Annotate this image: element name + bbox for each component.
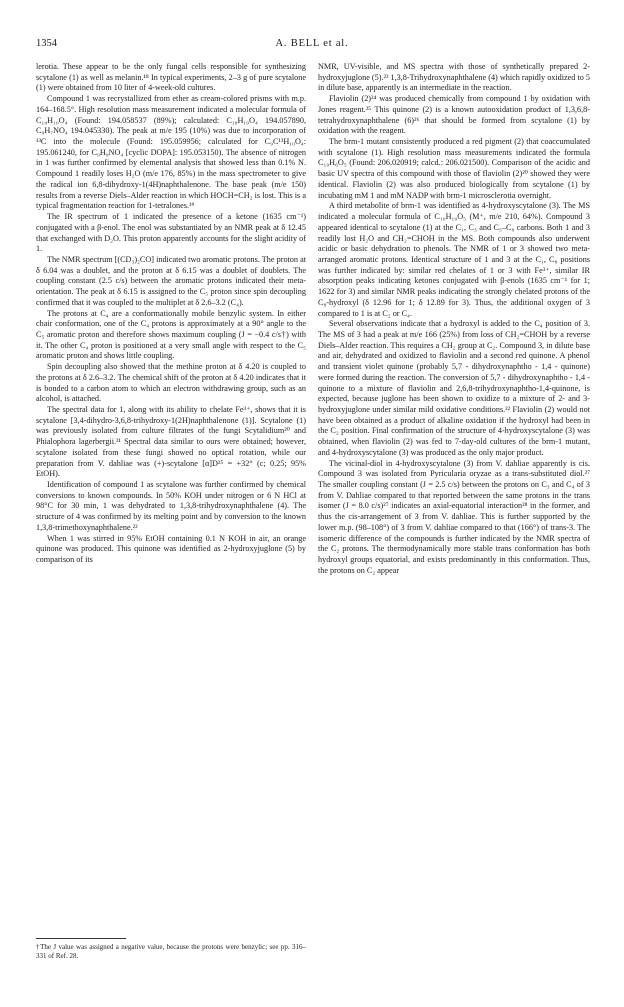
page-number: 1354	[36, 38, 57, 49]
paragraph: NMR, UV-visible, and MS spectra with those of synthetically prepared 2-hydroxyjuglone (5).²³ 1,3,8-Trihydroxynaphthalene (4) which rapidly oxidized to 5 in dilute base, apparently is an intermediate in the reaction.	[318, 62, 590, 93]
left-column	[36, 62, 306, 566]
footnote-rule	[36, 938, 126, 939]
paragraph: lerotia. These appear to be the only fungal cells responsible for synthesizing scytalone (1) as well as melanin.¹⁸ In typical experiments, 2–3 g of pure scytalone (1) were obtained from 10 liter of 4-week-old cultures.	[36, 62, 306, 93]
page-header	[36, 38, 588, 52]
paragraph: The IR spectrum of 1 indicated the presence of a ketone (1635 cm⁻¹) conjugated with a β-enol. The enol was substantiated by an NMR peak at δ 12.45 that exchanged with D₂O. This proton apparently accounts for the slight acidity of 1.	[36, 212, 306, 254]
paragraph: The protons at C₄ are a conformationally mobile benzylic system. In either chair conformation, one of the C₄ protons is approximately at a 90° angle to the C₅ aromatic proton and therefore shows maximum coupling (J = −0.4 c/s†) with it. The other C₄ proton is positioned at a very small angle with respect to the C₅ aromatic proton and shows little coupling.	[36, 308, 306, 361]
paragraph: The spectral data for 1, along with its ability to chelate Fe³⁺, shows that it is scytalone [3,4-dihydro-3,6,8-trihydroxy-1(2H)naphthalenone (1)]. Scytalone (1) was previously isolated from culture filtrates of the fungi Scytalidium²⁰ and Phialophora lagerbergii.²¹ Spectral data similar to ours were obtained; however, scytalone isolated from these fungi showed no optical rotation, while our preparation from V. dahliae was (+)-scytalone [α]D²⁵ = +32° (c; 0.25; 95% EtOH).	[36, 405, 306, 479]
footnote-text: †The J value was assigned a negative value, because the protons were benzylic; see pp. 316–331 of Ref. 28.	[36, 943, 306, 960]
paragraph: Identification of compound 1 as scytalone was further confirmed by chemical conversions to known compounds. In 50% KOH under nitrogen or 6 N HCl at 98°C for 30 min, 1 was dehydrated to 1,3,8-trihydroxynaphthalene (4). The structure of 4 was confirmed by its melting point and by conversion to the known 1,3,8-trimethoxynaphthalene.²²	[36, 480, 306, 532]
running-title: A. BELL et al.	[275, 38, 349, 49]
paragraph: When 1 was stirred in 95% EtOH containing 0.1 N KOH in air, an orange quinone was produced. This quinone was identified as 2-hydroxyjuglone (5) by comparison of its	[36, 533, 306, 565]
paragraph: The brm-1 mutant consistently produced a red pigment (2) that coaccumulated with scytalone (1). High resolution mass measurements indicated the formula C₁₀H₆O₅ (Found: 206.020919; calcd.: 206.021500). Comparison of the acidic and basic UV spectra of this compound with those of flaviolin (2)²⁰ showed they were identical. Flaviolin (2) was also produced biologically from scytalone (1) by incubating mM 1 and mM NADP with brm-1 microsclerotia overnight.	[318, 137, 590, 200]
paragraph: The NMR spectrum [(CD₃)₂CO] indicated two aromatic protons. The proton at δ 6.04 was a doublet, and the proton at δ 6.15 was a doublet of doublets. The coupling constant (2.5 c/s) between the aromatic protons indicated their meta-orientation. The peak at δ 6.15 is assigned to the C₅ proton since spin decoupling confirmed that it was coupled to the multiplet at δ 2.6–3.2 (C₄).	[36, 254, 306, 307]
paragraph: Compound 1 was recrystallized from ether as cream-colored prisms with m.p. 164–168.5°. High resolution mass measurement indicated a molecular formula of C₁₀H₁₀O₄ (Found: 194.058537 (89%); calculated: C₁₀H₁₀O₄ 194.057890, C₉H₇NO₄ 194.045330). The peak at m/e 195 (10%) was due to incorporation of ¹³C into the molecule (Found: 195.059956; calculated for C₉C¹³H₁₀O₄: 195.061240, for C₉H₉NO₄ [cyclic DOPA]: 195.053150). The absence of nitrogen in 1 was further confirmed by elemental analysis that showed less than 0.1% N. Compound 1 readily loses H₂O (m/e 176, 85%) in the mass spectrometer to give the radical ion 6,8-dihydroxy-1(4H)naphthalenone. The base peak (m/e 150) results from a reverse Diels–Alder reaction in which HOCH=CH₂ is lost. This is a typical fragmentation reaction for 1-tetralones.¹⁹	[36, 94, 306, 211]
paragraph: The vicinal-diol in 4-hydroxyscytalone (3) from V. dahliae apparently is cis. Compound 3 was isolated from Pyricularia oryzae as a trans-substituted diol.²⁷ The smaller coupling constant (J = 2.5 c/s) between the protons on C₃ and C₄ of 3 from V. Dahliae compared to that reported between the same protons in the trans isomer (J = 8.0 c/s)²⁷ indicates an axial-equatorial interaction²⁸ in the former, and thus the cis-arrangement of 3 from V. dahliae. This is further supported by the lower m.p. (98–108°) of 3 from V. dahliae compared to that (166°) of trans-3. The isomeric difference of the compounds is further indicated by the NMR spectra of the C₂ protons. The thermodynamically more stable trans conformation has both hydroxyl groups equatorial, and exists predominantly in this conformation. Thus, the protons on C₂ appear	[318, 458, 590, 575]
paragraph: A third metabolite of brm-1 was identified as 4-hydroxyscytalone (3). The MS indicated a molecular formula of C₁₀H₁₀O₅ (M⁺, m/e 210, 64%). Compound 3 appeared identical to scytalone (1) at the C₁, C₃ and C₅–C₈ carbons. Both 1 and 3 readily lost H₂O and CH₂=CHOH in the MS. Both compounds also underwent acidic or basic dehydration to phenols. The NMR of 1 or 3 showed two meta-arranged aromatic protons. Identical structure of 1 and 3 at the C₁, C₈ positions was further indicated by: similar red chelates of 1 or 3 with Fe³⁺, similar IR absorption peaks indicating ketones conjugated with β-enols (1635 cm⁻¹ for 1; 1622 for 3) and similar NMR peaks indicating the strongly chelated protons of the C₈-hydroxyl (δ 12.96 for 1; δ 12.89 for 3). Thus, the additional oxygen of 3 compared to 1 is at C₂ or C₄.	[318, 201, 590, 318]
paragraph: Several observations indicate that a hydroxyl is added to the C₄ position of 3. The MS of 3 had a peak at m/e 166 (25%) from loss of CH₂=CHOH by a reverse Diels–Alder reaction. This requires a CH₂ group at C₂. Compound 3, in dilute base and air, dehydrated and oxidized to flaviolin and a second red quinone. A phenol and transient violet quinone (probably 5,7 - dihydroxynaphtho - 1,4 - quinone) were formed during the reaction. The conversion of 5,7 - dihydroxynaphtho - 1,4 - quinone to a mixture of flaviolin and 2,6,8-trihydroxynaphtho-1,4-quinone, is expected, because juglone has been shown to oxidize to a mixture of 2- and 3-hydroxyjuglone under similar mild oxidative conditions.²² Flaviolin (2) would not have been obtained as a product of alkaline oxidation if the hydroxyl had been in the C₂ position. Final confirmation of the structure of 4-hydroxyscytalone (3) was obtained, when flaviolin (2) was fed to 7-day-old cultures of the brm-1 mutant, and 4-hydroxyscytalone (3) was produced as the only major product.	[318, 319, 590, 457]
footnote	[36, 938, 306, 961]
paragraph: Spin decoupling also showed that the methine proton at δ 4.20 is coupled to the protons at δ 2.6–3.2. The chemical shift of the proton at δ 4.20 indicates that it is bonded to a carbon atom to which an electron withdrawing group, such as an alcohol, is attached.	[36, 362, 306, 404]
paragraph: Flaviolin (2)²⁴ was produced chemically from compound 1 by oxidation with Jones reagent.²⁵ This quinone (2) is a known autooxidation product of 1,3,6,8-tetrahydroxynaphthalene (6)²⁶ that should be formed from scytalone (1) by oxidation with the reagent.	[318, 94, 590, 136]
right-column	[318, 62, 590, 577]
